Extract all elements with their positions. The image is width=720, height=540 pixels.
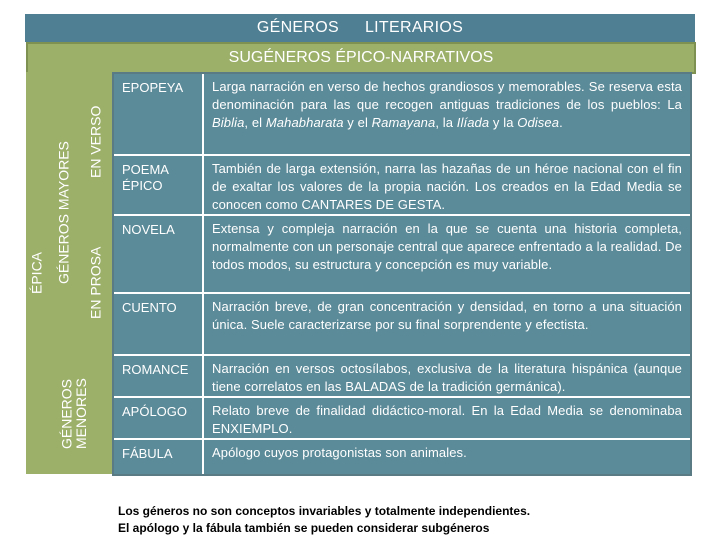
table-row	[114, 74, 690, 154]
table-row	[114, 292, 690, 354]
label-generos-mayores: GÉNEROS MAYORES	[55, 141, 72, 285]
description-text: .	[559, 114, 563, 130]
footer-note	[118, 503, 708, 538]
description-text: También de larga extensión, narra las hazañas de un héroe nacional con el fin de exaltar los valores de la propia nación. Los creados en la Edad Media se conocen como CANTARES DE GESTA.	[212, 161, 682, 212]
work-title: Mahabharata	[265, 114, 344, 130]
description-text: Larga narración en verso de hechos grandiosos y memorables. Se reserva esta denominación para las que recogen antiguas tradiciones de los pueblos: La	[212, 79, 682, 112]
genre-name: POEMA ÉPICO	[114, 156, 204, 214]
footer-line-1: Los géneros no son conceptos invariables y totalmente independientes.	[118, 504, 531, 518]
title-bar	[25, 14, 695, 42]
genre-description	[204, 294, 690, 354]
work-title: Ilíada	[456, 114, 490, 130]
genre-description	[204, 216, 690, 292]
title-literarios: LITERARIOS	[364, 19, 464, 36]
genre-description	[204, 74, 690, 154]
genre-name: CUENTO	[114, 294, 204, 354]
description-text: , el	[244, 114, 266, 130]
description-text: Apólogo cuyos protagonistas son animales.	[212, 445, 467, 460]
genre-description	[204, 440, 690, 474]
description-text: , la	[435, 114, 457, 130]
genre-name: FÁBULA	[114, 440, 204, 474]
label-generos-menores: GÉNEROS MENORES	[58, 378, 89, 450]
description-text: Narración breve, de gran concentración y densidad, en torno a una situación única. Suele caracterizarse por su final sorprendente y efectista.	[212, 299, 682, 332]
genre-name: ROMANCE	[114, 356, 204, 396]
label-epica: ÉPICA	[28, 252, 45, 295]
footer-line-2: El apólogo y la fábula también se pueden considerar subgéneros	[118, 521, 490, 536]
table-row	[114, 438, 690, 474]
description-text: Extensa y compleja narración en la que se cuenta una historia completa, normalmente con un personaje central que aparece enfrentado a la realidad. De todos modos, su estructura y concepción es muy variable.	[212, 221, 682, 272]
genre-name: EPOPEYA	[114, 74, 204, 154]
description-text: Relato breve de finalidad didáctico-moral. En la Edad Media se denominaba ENXIEMPLO.	[212, 403, 682, 436]
genre-name: NOVELA	[114, 216, 204, 292]
genre-description	[204, 156, 690, 214]
work-title: Ramayana	[371, 114, 436, 130]
title-generos: GÉNEROS	[256, 19, 339, 36]
table-row	[114, 396, 690, 438]
description-text: Narración en versos octosílabos, exclusiva de la literatura hispánica (aunque tiene correlatos en las BALADAS de la tradición germánica).	[212, 361, 682, 394]
subtitle-bar	[26, 42, 696, 74]
label-en-prosa: EN PROSA	[87, 246, 104, 320]
description-text: y la	[489, 114, 518, 130]
work-title: Odisea	[517, 114, 560, 130]
description-text: y el	[343, 114, 372, 130]
subtitle-text: SUGÉNEROS ÉPICO-NARRATIVOS	[228, 49, 494, 66]
work-title: Biblia	[212, 114, 245, 130]
genre-description	[204, 356, 690, 396]
genre-name: APÓLOGO	[114, 398, 204, 438]
label-en-verso: EN VERSO	[87, 105, 104, 179]
table-row	[114, 214, 690, 292]
genre-table	[112, 72, 692, 476]
genre-description	[204, 398, 690, 438]
table-row	[114, 154, 690, 214]
table-row	[114, 354, 690, 396]
